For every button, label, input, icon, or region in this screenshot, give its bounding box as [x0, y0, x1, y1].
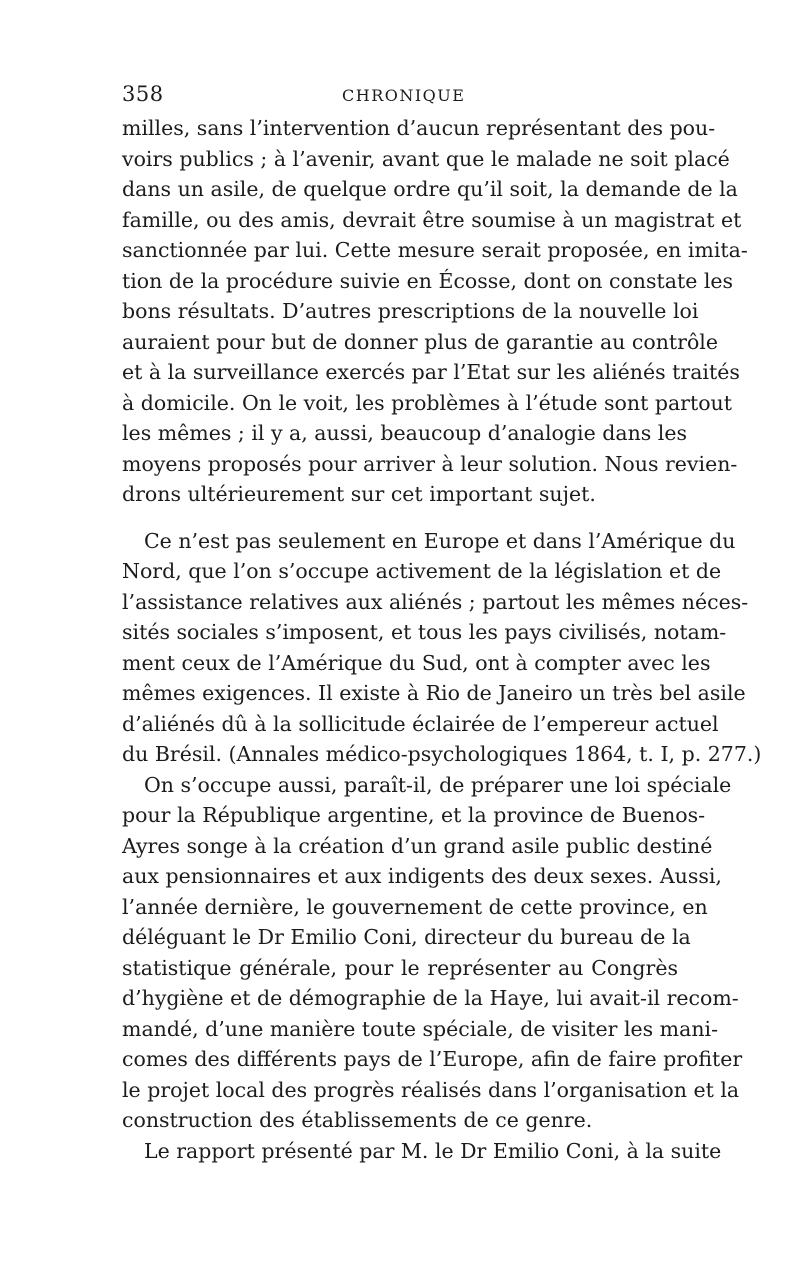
page-header: [122, 82, 678, 112]
text-line: pour la République argentine, et la province de Buenos-: [122, 803, 706, 827]
text-line: le projet local des progrès réalisés dans l’organisation et la: [122, 1077, 740, 1102]
text-line: drons ultérieurement sur cet important sujet.: [122, 482, 596, 506]
text-line: statistique générale, pour le représenter au Congrès: [122, 955, 678, 980]
text-line: Nord, que l’on s’occupe activement de la législation et de: [122, 559, 722, 583]
text-line: Ce n’est pas seulement en Europe et dans l’Amérique du: [144, 528, 736, 553]
text-line: comes des différents pays de l’Europe, afin de faire profiter: [122, 1047, 743, 1071]
text-line: ment ceux de l’Amérique du Sud, ont à compter avec les: [122, 650, 711, 675]
text-line: moyens proposés pour arriver à leur solution. Nous revien-: [122, 451, 738, 476]
text-line: à domicile. On le voit, les problèmes à l’étude sont partout: [122, 390, 732, 415]
text-line: d’hygiène et de démographie de la Haye, lui avait-il recom-: [122, 986, 739, 1010]
page-number: 358: [122, 82, 164, 106]
text-line: sanctionnée par lui. Cette mesure serait proposée, en imita-: [122, 238, 748, 262]
text-line: tion de la procédure suivie en Écosse, dont on constate les: [122, 268, 734, 293]
text-line: d’aliénés dû à la sollicitude éclairée de l’empereur actuel: [122, 711, 719, 736]
text-line: aux pensionnaires et aux indigents des deux sexes. Aussi,: [122, 864, 722, 888]
text-line: déléguant le Dr Emilio Coni, directeur du bureau de la: [122, 925, 691, 949]
text-line: bons résultats. D’autres prescriptions de la nouvelle loi: [122, 299, 699, 323]
text-line: mêmes exigences. Il existe à Rio de Janeiro un très bel asile: [122, 681, 746, 705]
text-line: mandé, d’une manière toute spéciale, de visiter les mani-: [122, 1016, 719, 1041]
text-line: voirs publics ; à l’avenir, avant que le malade ne soit placé: [122, 146, 730, 171]
text-line: Ayres songe à la création d’un grand asile public destiné: [122, 833, 713, 858]
running-title: CHRONIQUE: [342, 86, 466, 105]
paragraph-2: [122, 526, 762, 770]
paragraph-1: [122, 113, 748, 510]
text-line: construction des établissements de ce genre.: [122, 1108, 593, 1132]
body-text: [122, 113, 762, 1166]
paragraph-gap: [122, 510, 678, 526]
text-line: auraient pour but de donner plus de garantie au contrôle: [122, 329, 718, 354]
text-line: milles, sans l’intervention d’aucun représentant des pou-: [122, 116, 716, 140]
text-line: l’année dernière, le gouvernement de cette province, en: [122, 894, 708, 919]
paragraph-3: [122, 770, 743, 1136]
text-line: On s’occupe aussi, paraît-il, de préparer une loi spéciale: [144, 772, 732, 797]
text-line: Le rapport présenté par M. le Dr Emilio Coni, à la suite: [144, 1138, 722, 1163]
text-line: et à la surveillance exercés par l’Etat sur les aliénés traités: [122, 360, 740, 384]
text-line: dans un asile, de quelque ordre qu’il soit, la demande de la: [122, 177, 738, 201]
text-line: famille, ou des amis, devrait être soumise à un magistrat et: [122, 207, 742, 232]
text-line: l’assistance relatives aux aliénés ; partout les mêmes néces-: [122, 589, 749, 614]
paragraph-4: [122, 1136, 722, 1167]
text-line: sités sociales s’imposent, et tous les pays civilisés, notam-: [122, 620, 727, 644]
text-line: les mêmes ; il y a, aussi, beaucoup d’analogie dans les: [122, 421, 688, 445]
text-line: du Brésil. (Annales médico-psychologiques 1864, t. I, p. 277.): [122, 742, 762, 766]
